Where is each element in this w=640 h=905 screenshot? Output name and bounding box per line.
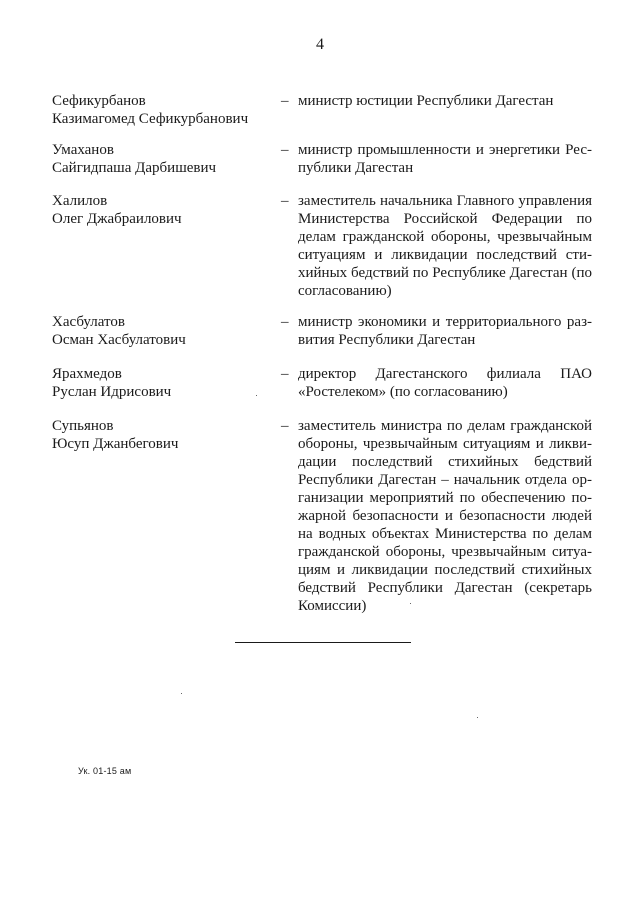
member-surname: Умаханов	[52, 142, 114, 158]
member-surname: Супьянов	[52, 418, 114, 434]
member-given-names: Юсуп Джанбегович	[52, 436, 179, 452]
member-surname: Халилов	[52, 193, 108, 209]
member-name	[52, 313, 272, 349]
document-code: Ук. 01-15 ам	[78, 766, 132, 776]
dash-separator: –	[281, 314, 289, 330]
dash-separator: –	[281, 418, 289, 434]
scan-speck	[477, 717, 478, 718]
dash-separator: –	[281, 93, 289, 109]
closing-divider	[235, 642, 411, 643]
member-given-names: Сайгидпаша Дарбишевич	[52, 160, 217, 176]
member-given-names: Осман Хасбулатович	[52, 332, 186, 348]
page-number: 4	[316, 36, 324, 53]
member-role: директор Дагестанского филиала ПАО «Ростелеком» (по согласованию)	[298, 366, 592, 400]
member-name	[52, 141, 272, 177]
member-role: заместитель начальника Главного управления Министерства Российской Федерации по делам гражданской обороны, чрезвычайным ситуациям и ликвидации последствий стихийных бедствий по Республике Дагестан (по согласованию)	[298, 193, 592, 299]
dash-separator: –	[281, 142, 289, 158]
member-given-names: Руслан Идрисович	[52, 384, 172, 400]
member-role: министр юстиции Республики Дагестан	[298, 93, 554, 109]
member-name	[52, 92, 272, 128]
dash-separator: –	[281, 366, 289, 382]
member-surname: Сефикурбанов	[52, 93, 146, 109]
member-given-names: Олег Джабраилович	[52, 211, 182, 227]
member-surname: Ярахмедов	[52, 366, 122, 382]
member-role: министр промышленности и энергетики Республики Дагестан	[298, 142, 592, 176]
scan-speck	[181, 693, 182, 694]
scan-speck	[410, 603, 411, 604]
member-given-names: Казимагомед Сефикурбанович	[52, 111, 249, 127]
scan-speck	[256, 395, 257, 396]
member-name	[52, 417, 272, 453]
member-surname: Хасбулатов	[52, 314, 125, 330]
member-name	[52, 365, 272, 401]
member-role: министр экономики и территориального развития Республики Дагестан	[298, 314, 592, 348]
member-role: заместитель министра по делам гражданской обороны, чрезвычайным ситуациям и ликвидации последствий стихийных бедствий Республики Дагестан – начальник отдела организации мероприятий по обеспечению пожарной безопасности и безопасности людей на водных объектах Министерства по делам гражданской обороны, чрезвычайным ситуациям и ликвидации последствий стихийных бедствий Республики Дагестан (секретарь Комиссии)	[298, 418, 592, 614]
member-name	[52, 192, 272, 228]
dash-separator: –	[281, 193, 289, 209]
